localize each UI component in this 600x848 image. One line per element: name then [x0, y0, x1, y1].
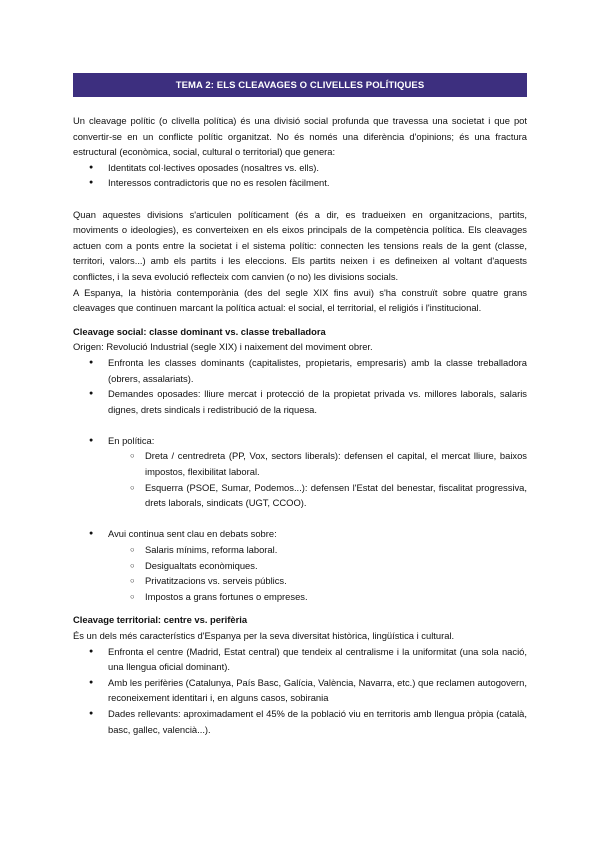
territorial-cleavage-heading: Cleavage territorial: centre vs. perifèria [73, 614, 248, 626]
today-label: Avui continua sent clau en debats sobre: [108, 528, 277, 540]
politics-sublist [108, 448, 527, 510]
today-sublist [108, 542, 527, 604]
list-item: ○ Desigualtats econòmiques. [73, 558, 527, 574]
list-item: ● Dades rellevants: aproximadament el 45% de la població viu en territoris amb llengua pròpia (català, basc, gallec, valencià...). [73, 706, 527, 737]
social-cleavage-heading: Cleavage social: classe dominant vs. classe treballadora [73, 325, 326, 337]
social-politics-list [73, 433, 527, 511]
territorial-intro: És un dels més característics d'Espanya per la seva diversitat històrica, lingüística i cultural. [73, 630, 455, 641]
list-item: ○ Impostos a grans fortunes o empreses. [73, 589, 527, 605]
page-title: TEMA 2: ELS CLEAVAGES O CLIVELLES POLÍTIQUES [73, 73, 527, 97]
list-item: ● Identitats col·lectives oposades (nosaltres vs. ells). [73, 160, 527, 176]
list-item [73, 433, 527, 511]
list-item: ● Amb les perifèries (Catalunya, País Basc, Galícia, València, Navarra, etc.) que reclamen autogovern, reconeixement identitari i, en alguns casos, sobirania [73, 675, 527, 706]
list-item: ● Interessos contradictoris que no es resolen fàcilment. [73, 175, 527, 191]
list-item: ● Enfronta les classes dominants (capitalistes, propietaris, empresaris) amb la classe treballadora (obrers, assalariats). [73, 355, 527, 386]
intro-paragraph-3: A Espanya, la història contemporània (des del segle XIX fins avui) s'ha construït sobre quatre grans cleavages que continuen marcant la política actual: el social, el territorial, el religiós i l'institucional. [73, 286, 527, 314]
list-item: ● Enfronta el centre (Madrid, Estat central) que tendeix al centralisme i la uniformitat (una sola nació, una llengua oficial dominant). [73, 644, 527, 675]
social-origin: Origen: Revolució Industrial (segle XIX) i naixement del moviment obrer. [73, 341, 373, 353]
list-item: ○ Salaris mínims, reforma laboral. [73, 542, 527, 558]
document-body [73, 113, 527, 737]
social-today-list [73, 526, 527, 604]
intro-paragraph-1: Un cleavage polític (o clivella política) és una divisió social profunda que travessa una societat i que pot convertir-se en un conflicte polític organitzat. No és només una diferència d'opinions; és una fractura estructural (econòmica, social, cultural o territorial) que genera: [73, 115, 527, 158]
territorial-bullet-list [73, 644, 527, 738]
list-item [73, 526, 527, 604]
social-bullet-list [73, 355, 527, 417]
intro-bullet-list [73, 160, 527, 191]
list-item: ○ Dreta / centredreta (PP, Vox, sectors liberals): defensen el capital, el mercat lliure, baixos impostos, flexibilitat laboral. [73, 448, 527, 479]
politics-label: En política: [108, 434, 155, 446]
list-item: ○ Esquerra (PSOE, Sumar, Podemos...): defensen l'Estat del benestar, fiscalitat progressiva, drets laborals, sindicats (UGT, CCOO). [73, 480, 527, 511]
intro-paragraph-2: Quan aquestes divisions s'articulen políticament (és a dir, es tradueixen en organitzacions, partits, moviments o ideologies), es converteixen en els eixos principals de la competència política. Els cleavages actuen com a ponts entre la societat i el sistema polític: connecten les tensions reals de la gent (classe, territori, valors...) amb els partits i les eleccions. Els partits neixen i es defineixen al voltant d'aquests conflictes, i la seva evolució reflecteix com canvien (o no) les divisions socials. [73, 208, 527, 282]
list-item: ○ Privatitzacions vs. serveis públics. [73, 573, 527, 589]
list-item: ● Demandes oposades: lliure mercat i protecció de la propietat privada vs. millores laborals, salaris dignes, drets sindicals i redistribució de la riquesa. [73, 386, 527, 417]
